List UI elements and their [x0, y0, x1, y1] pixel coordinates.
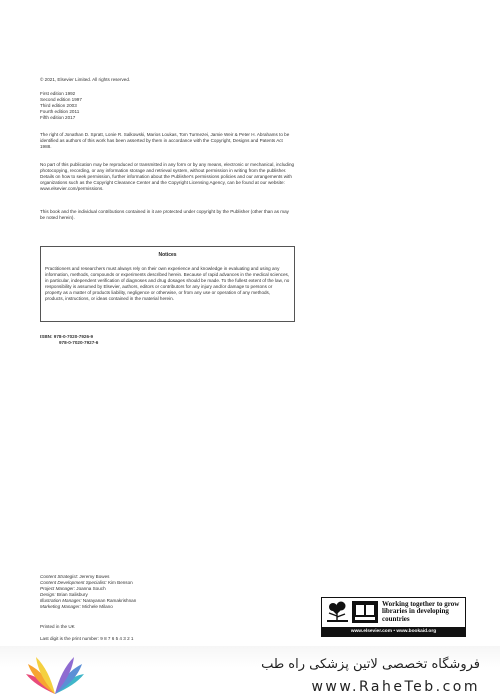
credit-line: Illustration Manager: Narayanan Ramakrishnan	[40, 598, 137, 603]
credit-line: Content Strategist: Jeremy Bowes	[40, 574, 110, 579]
credit-line: Marketing Manager: Michele Milano	[40, 604, 113, 609]
credit-line: Project Manager: Joanna Souch	[40, 586, 106, 591]
bookaid-headline: Working together to grow libraries in developing countries	[382, 600, 460, 623]
store-name-persian: فروشگاه تخصصی لاتین پزشکی راه طب	[261, 657, 480, 672]
raheteb-banner	[0, 646, 500, 700]
copyright-line: © 2021, Elsevier Limited. All rights reserved.	[40, 77, 131, 82]
edition-line: Fourth edition 2011	[40, 109, 80, 114]
edition-history	[40, 91, 295, 121]
isbn-block	[40, 334, 295, 346]
open-book-logo-icon	[20, 654, 90, 696]
edition-line: First edition 1992	[40, 91, 76, 96]
contributions-paragraph: This book and the individual contributions contained in it are protected under copyright by the Publisher (other than as may be noted herein).	[40, 209, 289, 220]
book-aid-icon	[352, 601, 378, 623]
notices-body: Practitioners and researchers must always rely on their own experience and knowledge in evaluating and using any information, methods, compounds or experiments described herein. Because of rapid advances in the medical sciences, in particular, independent verification of diagnoses and drug dosages should be made. To the fullest extent of the law, no responsibility is assumed by Elsevier, authors, editors or contributors for any injury and/or damage to persons or property as a matter of products liability, negligence or otherwise, or from any use or operation of any methods, products, instructions, or ideas contained in the material herein.	[45, 266, 290, 301]
isbn-line: 978-0-7020-7927-6	[59, 340, 99, 345]
credit-line: Design: Brian Salisbury	[40, 592, 88, 597]
isbn-line: ISBN: 978-0-7020-7926-9	[40, 334, 94, 339]
credit-line: Content Development Specialist: Kim Benson	[40, 580, 133, 585]
bookaid-urls: www.elsevier.com • www.bookaid.org	[322, 627, 465, 636]
edition-line: Third edition 2003	[40, 103, 77, 108]
notices-title: Notices	[158, 252, 177, 258]
permissions-paragraph: No part of this publication may be reproduced or transmitted in any form or by any means, electronic or mechanical, including photocopying, recording, or any information storage and retrieval system, without permission in writing from the publisher. Details on how to seek permission, further information about the Publisher's permissions policies and our arrangements with organizations such as the Copyright Clearance Center and the Copyright Licensing Agency, can be found at our website: www.elsevier.com/permissions.	[40, 162, 295, 191]
credits-block	[40, 574, 295, 610]
bookaid-logo-box	[321, 597, 466, 637]
store-website[interactable]: www.RaheTeb.com	[311, 679, 480, 695]
print-number-line: Last digit is the print number: 9 8 7 6 5 4 3 2 1	[40, 636, 134, 641]
elsevier-tree-icon	[325, 601, 350, 623]
notices-box	[40, 246, 295, 322]
edition-line: Fifth edition 2017	[40, 115, 76, 120]
author-rights-paragraph: The right of Jonathan D. Spratt, Lonie R. Salkowski, Marios Loukas, Tom Turmezei, Jamie Weir & Peter H. Abrahams to be identified as authors of this work has been asserted by them in accordance with the Copyright, Designs and Patents Act 1988.	[40, 132, 290, 149]
printed-in-line: Printed in the UK	[40, 624, 75, 629]
edition-line: Second edition 1997	[40, 97, 82, 102]
